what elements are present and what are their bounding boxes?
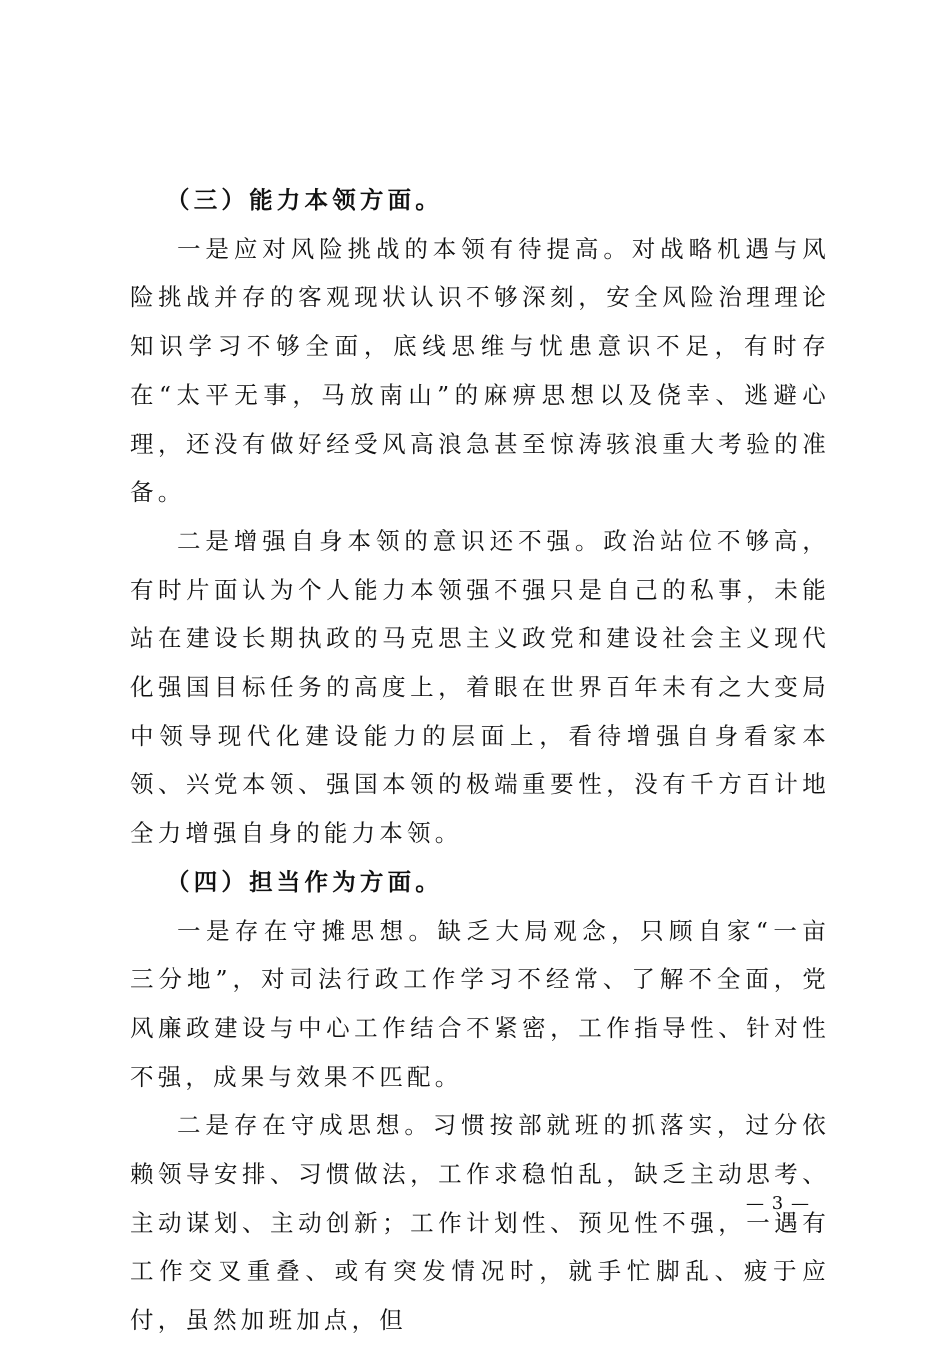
paragraph-risk-challenge: 一是应对风险挑战的本领有待提高。对战略机遇与风险挑战并存的客观现状认识不够深刻，安全风险治理理论知识学习不够全面，底线思维与忧患意识不足，有时存在“太平无事，马放南山”的麻痹思想以及侥幸、逃避心理，还没有做好经受风高浪急甚至惊涛骇浪重大考验的准备。	[130, 234, 830, 507]
document-body	[130, 176, 830, 1345]
section-heading-ability: （三）能力本领方面。	[166, 186, 443, 214]
paragraph-guarding-turf: 一是存在守摊思想。缺乏大局观念，只顾自家“一亩三分地”，对司法行政工作学习不经常、了解不全面，党风廉政建设与中心工作结合不紧密，工作指导性、针对性不强，成果与效果不匹配。	[130, 916, 830, 1091]
paragraph-conservative-thinking: 二是存在守成思想。习惯按部就班的抓落实，过分依赖领导安排、习惯做法，工作求稳怕乱，缺乏主动思考、主动谋划、主动创新；工作计划性、预见性不强，一遇有工作交叉重叠、或有突发情况时，就手忙脚乱、疲于应付，虽然加班加点，但	[130, 1111, 830, 1335]
page-number: — 3 —	[746, 1193, 810, 1214]
paragraph-self-improvement: 二是增强自身本领的意识还不强。政治站位不够高，有时片面认为个人能力本领强不强只是自己的私事，未能站在建设长期执政的马克思主义政党和建设社会主义现代化强国目标任务的高度上，着眼在世界百年未有之大变局中领导现代化建设能力的层面上，看待增强自身看家本领、兴党本领、强国本领的极端重要性，没有千方百计地全力增强自身的能力本领。	[130, 526, 830, 848]
section-heading-responsibility: （四）担当作为方面。	[166, 867, 443, 896]
